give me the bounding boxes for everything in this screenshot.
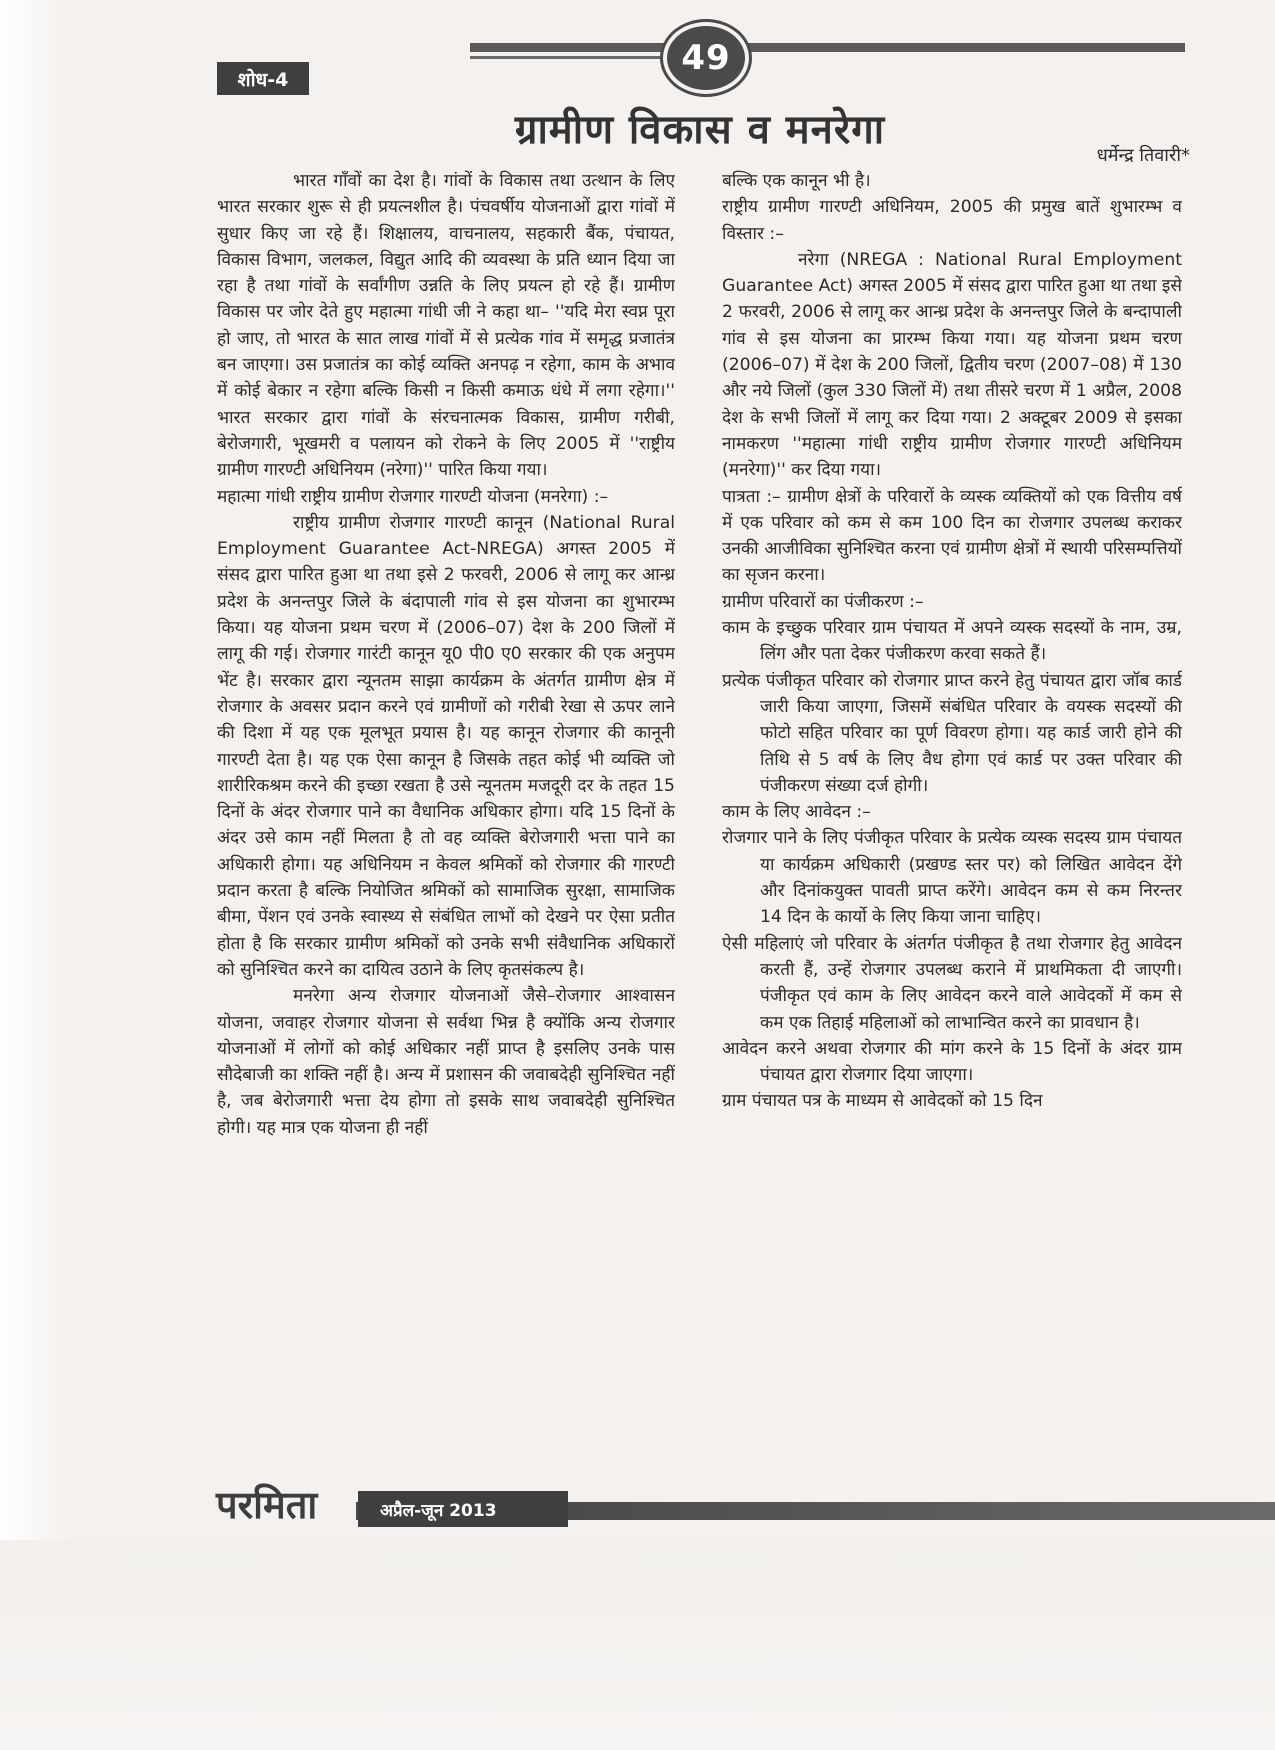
list-item: प्रत्येक पंजीकृत परिवार को रोजगार प्राप्त करने हेतु पंचायत द्वारा जॉब कार्ड जारी किया जाएगा, जिसमें संबंधित परिवार के वयस्क सदस्यों की फोटो सहित परिवार का पूर्ण विवरण होगा। यह कार्ड जारी होने की तिथि से 5 वर्ष के लिए वैध होगा एवं कार्ड पर उक्त परिवार की पंजीकरण संख्या दर्ज होगी। — [722, 670, 1182, 796]
article-title: ग्रामीण विकास व मनरेगा — [514, 107, 886, 153]
footer-rule-gradient — [560, 1502, 1275, 1520]
issue-date: अप्रैल-जून 2013 — [358, 1491, 568, 1527]
page-number: 49 — [663, 22, 749, 94]
list-item: रोजगार पाने के लिए पंजीकृत परिवार के प्रत्येक व्यस्क सदस्य ग्राम पंचायत या कार्यक्रम अधिकारी (प्रखण्ड स्तर पर) को लिखित आवेदन देंगे और दिनांकयुक्त पावती प्राप्त करेंगे। आवेदन कम से कम निरन्तर 14 दिन के कार्यो के लिए किया जाना चाहिए। — [722, 828, 1182, 928]
paragraph: नरेगा (NREGA : National Rural Employment Guarantee Act) अगस्त 2005 में संसद द्वारा पारित हुआ था तथा इसे 2 फरवरी, 2006 से लागू कर आन्ध्र प्रदेश के अनन्तपुर जिले के बन्दापाली गांव से इस योजना का प्रारम्भ किया गया। यह योजना प्रथम चरण (2006–07) में देश के 200 जिलों, द्वितीय चरण (2007–08) में 130 और नये जिलों (कुल 330 जिलों में) तथा तीसरे चरण में 1 अप्रैल, 2008 देश के सभी जिलों में लागू कर दिया गया। 2 अक्टूबर 2009 से इसका नामकरण ''महात्मा गांधी राष्ट्रीय ग्रामीण रोजगार गारण्टी अधिनियम (मनरेगा)'' कर दिया गया। — [722, 249, 1182, 481]
header-rule-thin — [470, 56, 665, 59]
paragraph: भारत गाँवों का देश है। गांवों के विकास तथा उत्थान के लिए भारत सरकार शुरू से ही प्रयत्नशील है। पंचवर्षीय योजनाओं द्वारा गांवों में सुधार किए जा रहे हैं। शिक्षालय, वाचनालय, सहकारी बैंक, पंचायत, विकास विभाग, जलकल, विद्युत आदि की व्यवस्था के प्रति ध्यान दिया जा रहा है तथा गांवों के सर्वांगीण उन्नति के लिए प्रयत्न हो रहे हैं। ग्रामीण विकास पर जोर देते हुए महात्मा गांधी जी ने कहा था– ''यदि मेरा स्वप्न पूरा हो जाए, तो भारत के सात लाख गांवों में से प्रत्येक गांव में समृद्ध प्रजातंत्र बन जाएगा। उस प्रजातंत्र का कोई व्यक्ति अनपढ़ न रहेगा, काम के अभाव में कोई बेकार न रहेगा बल्कि किसी न किसी कमाऊ धंधे में लगा रहेगा।'' भारत सरकार द्वारा गांवों के संरचनात्मक विकास, ग्रामीण गरीबी, बेरोजगारी, भूखमरी व पलायन को रोकने के लिए 2005 में ''राष्ट्रीय ग्रामीण गारण्टी अधिनियम (नरेगा)'' पारित किया गया। — [217, 171, 675, 481]
list-item: ऐसी महिलाएं जो परिवार के अंतर्गत पंजीकृत है तथा रोजगार हेतु आवेदन करती हैं, उन्हें रोजगार उपलब्ध कराने में प्राथमिकता दी जाएगी। पंजीकृत एवं काम के लिए आवेदन करने वाले आवेदकों में कम से कम एक तिहाई महिलाओं को लाभान्वित करने का प्रावधान है। — [722, 933, 1182, 1033]
list-item: आवेदन करने अथवा रोजगार की मांग करने के 15 दिनों के अंदर ग्राम पंचायत द्वारा रोजगार दिया जाएगा। — [722, 1038, 1182, 1086]
list-item: काम के इच्छुक परिवार ग्राम पंचायत में अपने व्यस्क सदस्यों के नाम, उम्र, लिंग और पता देकर पंजीकरण करवा सकते हैं। — [722, 618, 1182, 665]
magazine-logo: परमिता — [210, 1478, 356, 1533]
section-heading: काम के लिए आवेदन :– — [722, 802, 871, 823]
page-margin — [0, 0, 70, 1750]
section-heading: ग्रामीण परिवारों का पंजीकरण :– — [722, 591, 924, 612]
article-author: धर्मेन्द्र तिवारी* — [1096, 145, 1190, 166]
page-bottom-margin — [0, 1540, 1275, 1750]
section-heading: महात्मा गांधी राष्ट्रीय ग्रामीण रोजगार गारण्टी योजना (मनरेगा) :– — [217, 486, 609, 507]
right-column — [722, 168, 1182, 1480]
paragraph: पात्रता :– ग्रामीण क्षेत्रों के परिवारों के व्यस्क व्यक्तियों को एक वित्तीय वर्ष में एक परिवार को कम से कम 100 दिन का रोजगार उपलब्ध कराकर उनकी आजीविका सुनिश्चित करना एवं ग्रामीण क्षेत्रों में स्थायी परिसम्पत्तियों का सृजन करना। — [722, 486, 1182, 586]
paragraph: राष्ट्रीय ग्रामीण रोजगार गारण्टी कानून (National Rural Employment Guarantee Act-NREGA) अगस्त 2005 में संसद द्वारा पारित हुआ था तथा इसे 2 फरवरी, 2006 से लागू कर आन्ध्र प्रदेश के अनन्तपुर जिले के बंदापाली गांव से इस योजना का शुभारम्भ किया। यह योजना प्रथम चरण में (2006–07) देश के 200 जिलों में लागू की गई। रोजगार गारंटी कानून यू0 पी0 ए0 सरकार की एक अनुपम भेंट है। सरकार द्वारा न्यूनतम साझा कार्यक्रम के अंतर्गत ग्रामीण क्षेत्र में रोजगार के अवसर प्रदान करने एवं ग्रामीणों को गरीबी रेखा से ऊपर लाने की दिशा में यह एक मूलभूत प्रयास है। यह कानून रोजगार की कानूनी गारण्टी देता है। यह एक ऐसा कानून है जिसके तहत कोई भी व्यक्ति जो शारीरिकश्रम करने की इच्छा रखता है उसे न्यूनतम मजदूरी दर के तहत 15 दिनों के अंदर रोजगार पाने का वैधानिक अधिकार होगा। यदि 15 दिनों के अंदर उसे काम नहीं मिलता है तो वह व्यक्ति बेरोजगारी भत्ता पाने का अधिकारी होगा। यह अधिनियम न केवल श्रमिकों को रोजगार की गारण्टी प्रदान करता है बल्कि नियोजित श्रमिकों को सामाजिक सुरक्षा, सामाजिक बीमा, पेंशन एवं उनके स्वास्थ्य से संबंधित लाभों को देखने पर ऐसा प्रतीत होता है कि सरकार ग्रामीण श्रमिकों को उनके सभी संवैधानिक अधिकारों को सुनिश्चित करने का दायित्व उठाने के लिए कृतसंकल्प है। — [217, 512, 675, 980]
paragraph: मनरेगा अन्य रोजगार योजनाओं जैसे–रोजगार आश्वासन योजना, जवाहर रोजगार योजना से सर्वथा भिन्न है क्योंकि अन्य रोजगार योजनाओं में लोगों को कोई अधिकार नहीं प्राप्त है इसलिए उनके पास सौदेबाजी का शक्ति नहीं है। अन्य में प्रशासन की जवाबदेही सुनिश्चित नहीं है, जब बेरोजगारी भत्ता देय होगा तो इसके साथ जवाबदेही सुनिश्चित होगी। यह मात्र एक योजना ही नहीं — [217, 986, 675, 1138]
header-rule — [470, 43, 1185, 52]
section-label: शोध-4 — [217, 62, 309, 95]
list-item: ग्राम पंचायत पत्र के माध्यम से आवेदकों को 15 दिन — [722, 1091, 1043, 1112]
section-heading: राष्ट्रीय ग्रामीण गारण्टी अधिनियम, 2005 की प्रमुख बातें शुभारम्भ व विस्तार :– — [722, 197, 1182, 244]
left-column — [217, 168, 675, 1480]
paragraph: बल्कि एक कानून भी है। — [722, 171, 871, 191]
